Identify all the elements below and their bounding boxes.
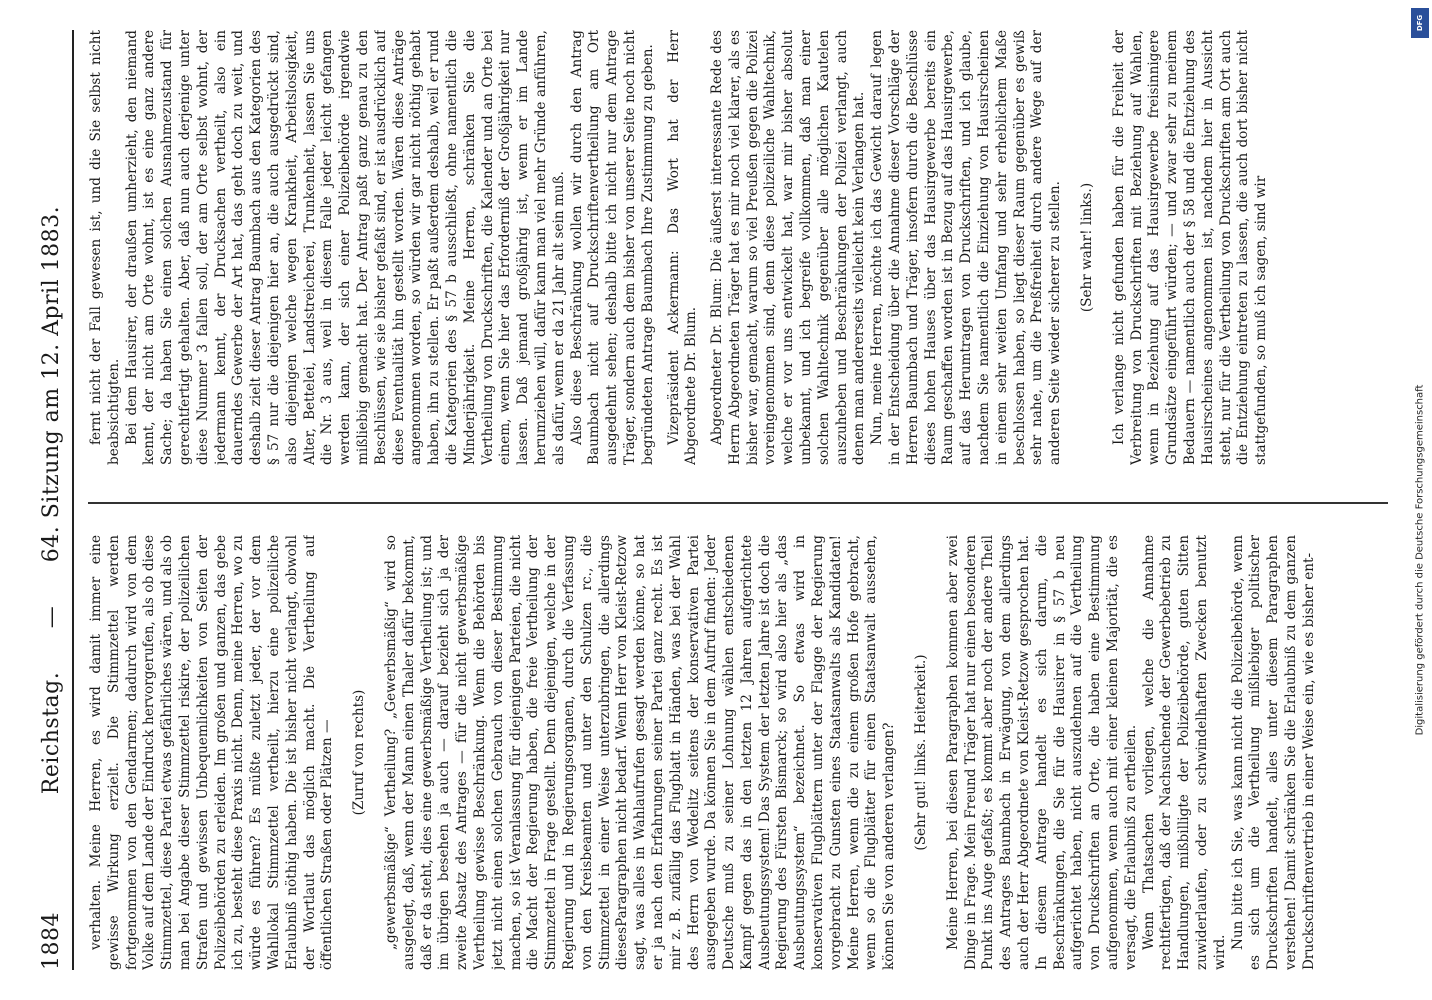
column-divider	[88, 502, 1388, 504]
paragraph: Nun bitte ich Sie, was kann nicht die Polizeibehörde, wenn es sich um die Vertheilung mißliebiger politischer Druckschriften handelt, alles unter diesem Paragraphen verstehen! Damit schränken Sie die Erlaubniß zu dem ganzen Druckschriftenvertrieb in einer Weise ein, wie es bisher ent-	[1229, 535, 1317, 970]
interjection: (Zuruf von rechts)	[351, 689, 368, 816]
credit-text: Digitalisierung gefördert durch die Deutsche Forschungsgemeinschaft	[1414, 384, 1426, 736]
interjection: (Sehr wahr! links.)	[1079, 182, 1096, 313]
paragraph: Also diese Beschränkung wollen wir durch den Antrag Baumbach nicht auf Druckschriftenvertheilung am Ort ausgedehnt sehen; deshalb bitte ich nicht nur dem Antrage Träger, sondern auch dem bisher von unserer Seite noch nicht begründeten Antrage Baumbach Ihre Zustimmung zu geben.	[568, 30, 656, 465]
speaker-paragraph: Vizepräsident Ackermann: Das Wort hat der Herr Abgeordnete Dr. Blum.	[665, 30, 700, 465]
running-title-right: 64. Sitzung am 12. April 1883.	[39, 205, 64, 563]
running-title-dash: —	[39, 605, 64, 629]
speaker-paragraph: Abgeordneter Dr. Blum: Die äußerst interessante Rede des Herrn Abgeordneten Träger hat es mir noch viel klarer, als es bisher war, gemacht, warum so viel Preußen gegen die Polizei voreingenommen sind, denn diese polizeiliche Wahltechnik, welche er vor uns entwickelt hat, war mir bisher absolut unbekannt, und ich begreife vollkommen, daß man einer solchen Wahltechnik gegenüber alle möglichen Kautelen auszuheben und Beschränkungen der Polizei verlangt, auch denen man andererseits vielleicht kein Verlangen hat.	[709, 30, 868, 465]
right-column	[88, 30, 1388, 465]
dfg-logo: DFG	[1411, 8, 1429, 38]
paragraph: verhalten. Meine Herren, es wird damit immer eine gewisse Wirkung erzielt. Die Stimmzettel werden fortgenommen von den Gendarmen; dadurch wird von dem Volke auf dem Lande der Eindruck hervorgerufen, als ob diese Stimmzettel, diese Partei etwas gefährliches wären, und als ob man bei Angabe dieser Stimmzettel riskire, der polizeilichen Strafen und gewissen Unbequemlichkeiten von Seiten der Polizeibehörden zu erleiden. Im großen und ganzen, das gebe ich zu, besteht diese Praxis nicht. Denn, meine Herren, wo zu würde es führen? Es müßte zuletzt jeder, der vor dem Wahllokal Stimmzettel vertheilt, hierzu eine polizeiliche Erlaubniß nöthig haben. Die ist bisher nicht verlangt, obwohl der Wortlaut das möglich macht. Die Vertheilung auf öffentlichen Straßen oder Plätzen —	[88, 535, 336, 970]
page-number: 1884	[39, 912, 64, 970]
paragraph: Ich verlange nicht gefunden haben für die Freiheit der Verbreitung von Druckschriften mit Beziehung auf Wahlen, wenn in Beziehung auf das Hausirgewerbe freisinnigere Grundsätze eingeführt würden; — und zwar sehr zu meinem Bedauern — namentlich auch der § 58 und die Entziehung des Hausirscheines angenommen ist, nachdem hier in Aussicht steht, nur für die Vertheilung von Druckschriften am Ort auch die Entziehung eintreten zu lassen, die auch dort bisher nicht stattgefunden, so muß ich sagen, sind wir	[1110, 30, 1270, 465]
interjection: (Sehr gut! links. Heiterkeit.)	[913, 654, 930, 851]
paragraph: „gewerbsmäßige“ Vertheilung? „Gewerbsmäßig“ wird so ausgelegt, daß, wenn der Mann einen Thaler dafür bekommt, daß er da steht, dies eine gewerbsmäßige Vertheilung ist; und im übrigen besehen ja auch — darauf bezieht sich ja der zweite Absatz des Antrages — für die nicht gewerbsmäßige Vertheilung gewisse Beschränkung. Wenn die Behörden bis jetzt nicht einen solchen Gebrauch von dieser Bestimmung machen, so ist Veranlassung für diejenigen Parteien, die nicht die Macht der Regierung haben, die freie Vertheilung der Stimmzettel in Frage gestellt. Denn diejenigen, welche in der Regierung und in Regierungsorganen, durch die Verfassung von den Kreisbeamten und unter den Schulzen rc., die Stimmzettel in einer Weise unterzubringen, die allerdings diesesParagraphen nicht bedarf. Wenn Herr von Kleist-Retzow sagt, was alles in Wahlaufrufen gesagt werden könne, so hat er ja nach den Erfahrungen seiner Partei ganz recht. Es ist mir z. B. zufällig das Flugblatt in Händen, was bei der Wahl des Herrn von Wedelitz seitens der konservativen Partei ausgegeben wurde. Da können Sie in dem Aufruf finden: Jeder Deutsche muß zu seiner Lohnung wählen entschiedenen Kampf gegen das in den letzten 12 Jahren aufgerichtete Ausbeutungssystem! Das System der letzten Jahre ist doch die Regierung des Fürsten Bismarck; so wird also hier als „das Ausbeutungssystem“ bezeichnet. So etwas wird in konservativen Flugblättern unter der Flagge der Regierung vorgebracht zu Gunsten eines Staatsanwalts als Kandidaten! Meine Herren, wenn die zu einem großen Hofe gebracht, wenn so die Flugblätter für einen Staatsanwalt aussehen, können Sie von anderen verlangen?	[382, 535, 898, 970]
running-title-left: Reichstag.	[39, 671, 64, 795]
paragraph: Nun, meine Herren, möchte ich das Gewicht darauf legen in der Entscheidung über die Annahme dieser Vorschläge der Herren Baumbach und Träger, insofern durch die Beschlüsse dieses hohen Hauses über das Hausirgewerbe bereits ein Raum geschaffen worden ist in Bezug auf das Hausirgewerbe, auf das Herumtragen von Druckschriften, und ich glaube, nachdem Sie namentlich die Einziehung von Hausirscheinen in einem sehr weiten Umfang und sehr erheblichem Maße beschlossen haben, so liegt dieser Raum gegenüber es gewiß sehr nahe, um die Preßfreiheit durch andere Wege auf der anderen Seite wieder sicherer zu stellen.	[869, 30, 1064, 465]
paragraph: Wenn Thatsachen vorliegen, welche die Annahme rechtfertigen, daß der Nachsuchende der Gewerbebetrieb zu Handlungen, mißbilligte der Polizeibehörde, guten Sitten zuwiderlaufen, oder zu schwindelhaften Zwecken benutzt wird.	[1140, 535, 1228, 970]
left-column	[88, 535, 1388, 970]
digitization-credit	[1408, 0, 1432, 1000]
page-header	[32, 30, 74, 970]
paragraph: Meine Herren, bei diesen Paragraphen kommen aber zwei Dinge in Frage. Mein Freund Träger hat nur einen besonderen Punkt ins Auge gefaßt; es kommt aber noch der andere Theil des Antrages Baumbach in Erwägung, von dem allerdings auch der Herr Abgeordnete von Kleist-Retzow gesprochen hat. In diesem Antrage handelt es sich darum, die Beschränkungen, die Sie für die Hausirer in § 57 b neu aufgerichtet haben, nicht auszudehnen auf die Vertheilung von Druckschriften an Orte, die haben eine Bestimmung aufgenommen, wenn auch mit einer kleinen Majorität, die es versagt, die Erlaubniß zu ertheilen.	[944, 535, 1139, 970]
paragraph: Bei dem Hausirer, der draußen umherzieht, den niemand kennt, der nicht am Orte wohnt, ist es eine ganz andere Sache; da haben Sie einen solchen Ausnahmezustand für gerechtfertigt gehalten. Aber, daß nun auch derjenige unter diese Nummer 3 fallen soll, der am Orte selbst wohnt, der jedermann kennt, der Drucksachen vertheilt, also ein dauerndes Gewerbe der Art hat, das geht doch zu weit, und deshalb zielt dieser Antrag Baumbach aus den Kategorien des § 57 nur die diejenigen hier an, die auch ausgedrückt sind, also diejenigen welche wegen Krankheit, Arbeitslosigkeit, Alter, Bettelei, Landstreicherei, Trunkenheit, lassen Sie uns die Nr. 3 aus, weil in diesem Falle jeder leicht gefangen werden kann, der sich einer Polizeibehörde irgendwie mißliebig gemacht hat. Der Antrag paßt ganz genau zu den Beschlüssen, wie sie bisher gefaßt sind, er ist ausdrücklich auf diese Eventualität hin gestellt worden. Wären diese Anträge angenommen worden, so würden wir gar nicht nöthig gehabt haben, ihn zu stellen. Er paßt außerdem deshalb, weil er rund die Kategorien des § 57 b ausschließt, ohne namentlich die Minderjährigkeit. Meine Herren, schränken Sie die Vertheilung von Druckschriften, die Kalender und an Orte bei einem, wenn Sie hier das Erforderniß der Großjährigkeit nur lassen. Daß jemand großjährig ist, wenn er im Lande herumziehen will, dafür kann man viel mehr Gründe anführen, als dafür, wenn er da 21 Jahr alt sein muß.	[123, 30, 567, 465]
running-title	[39, 30, 64, 970]
paragraph: fernt nicht der Fall gewesen ist, und die Sie selbst nicht beabsichtigten.	[88, 30, 122, 465]
